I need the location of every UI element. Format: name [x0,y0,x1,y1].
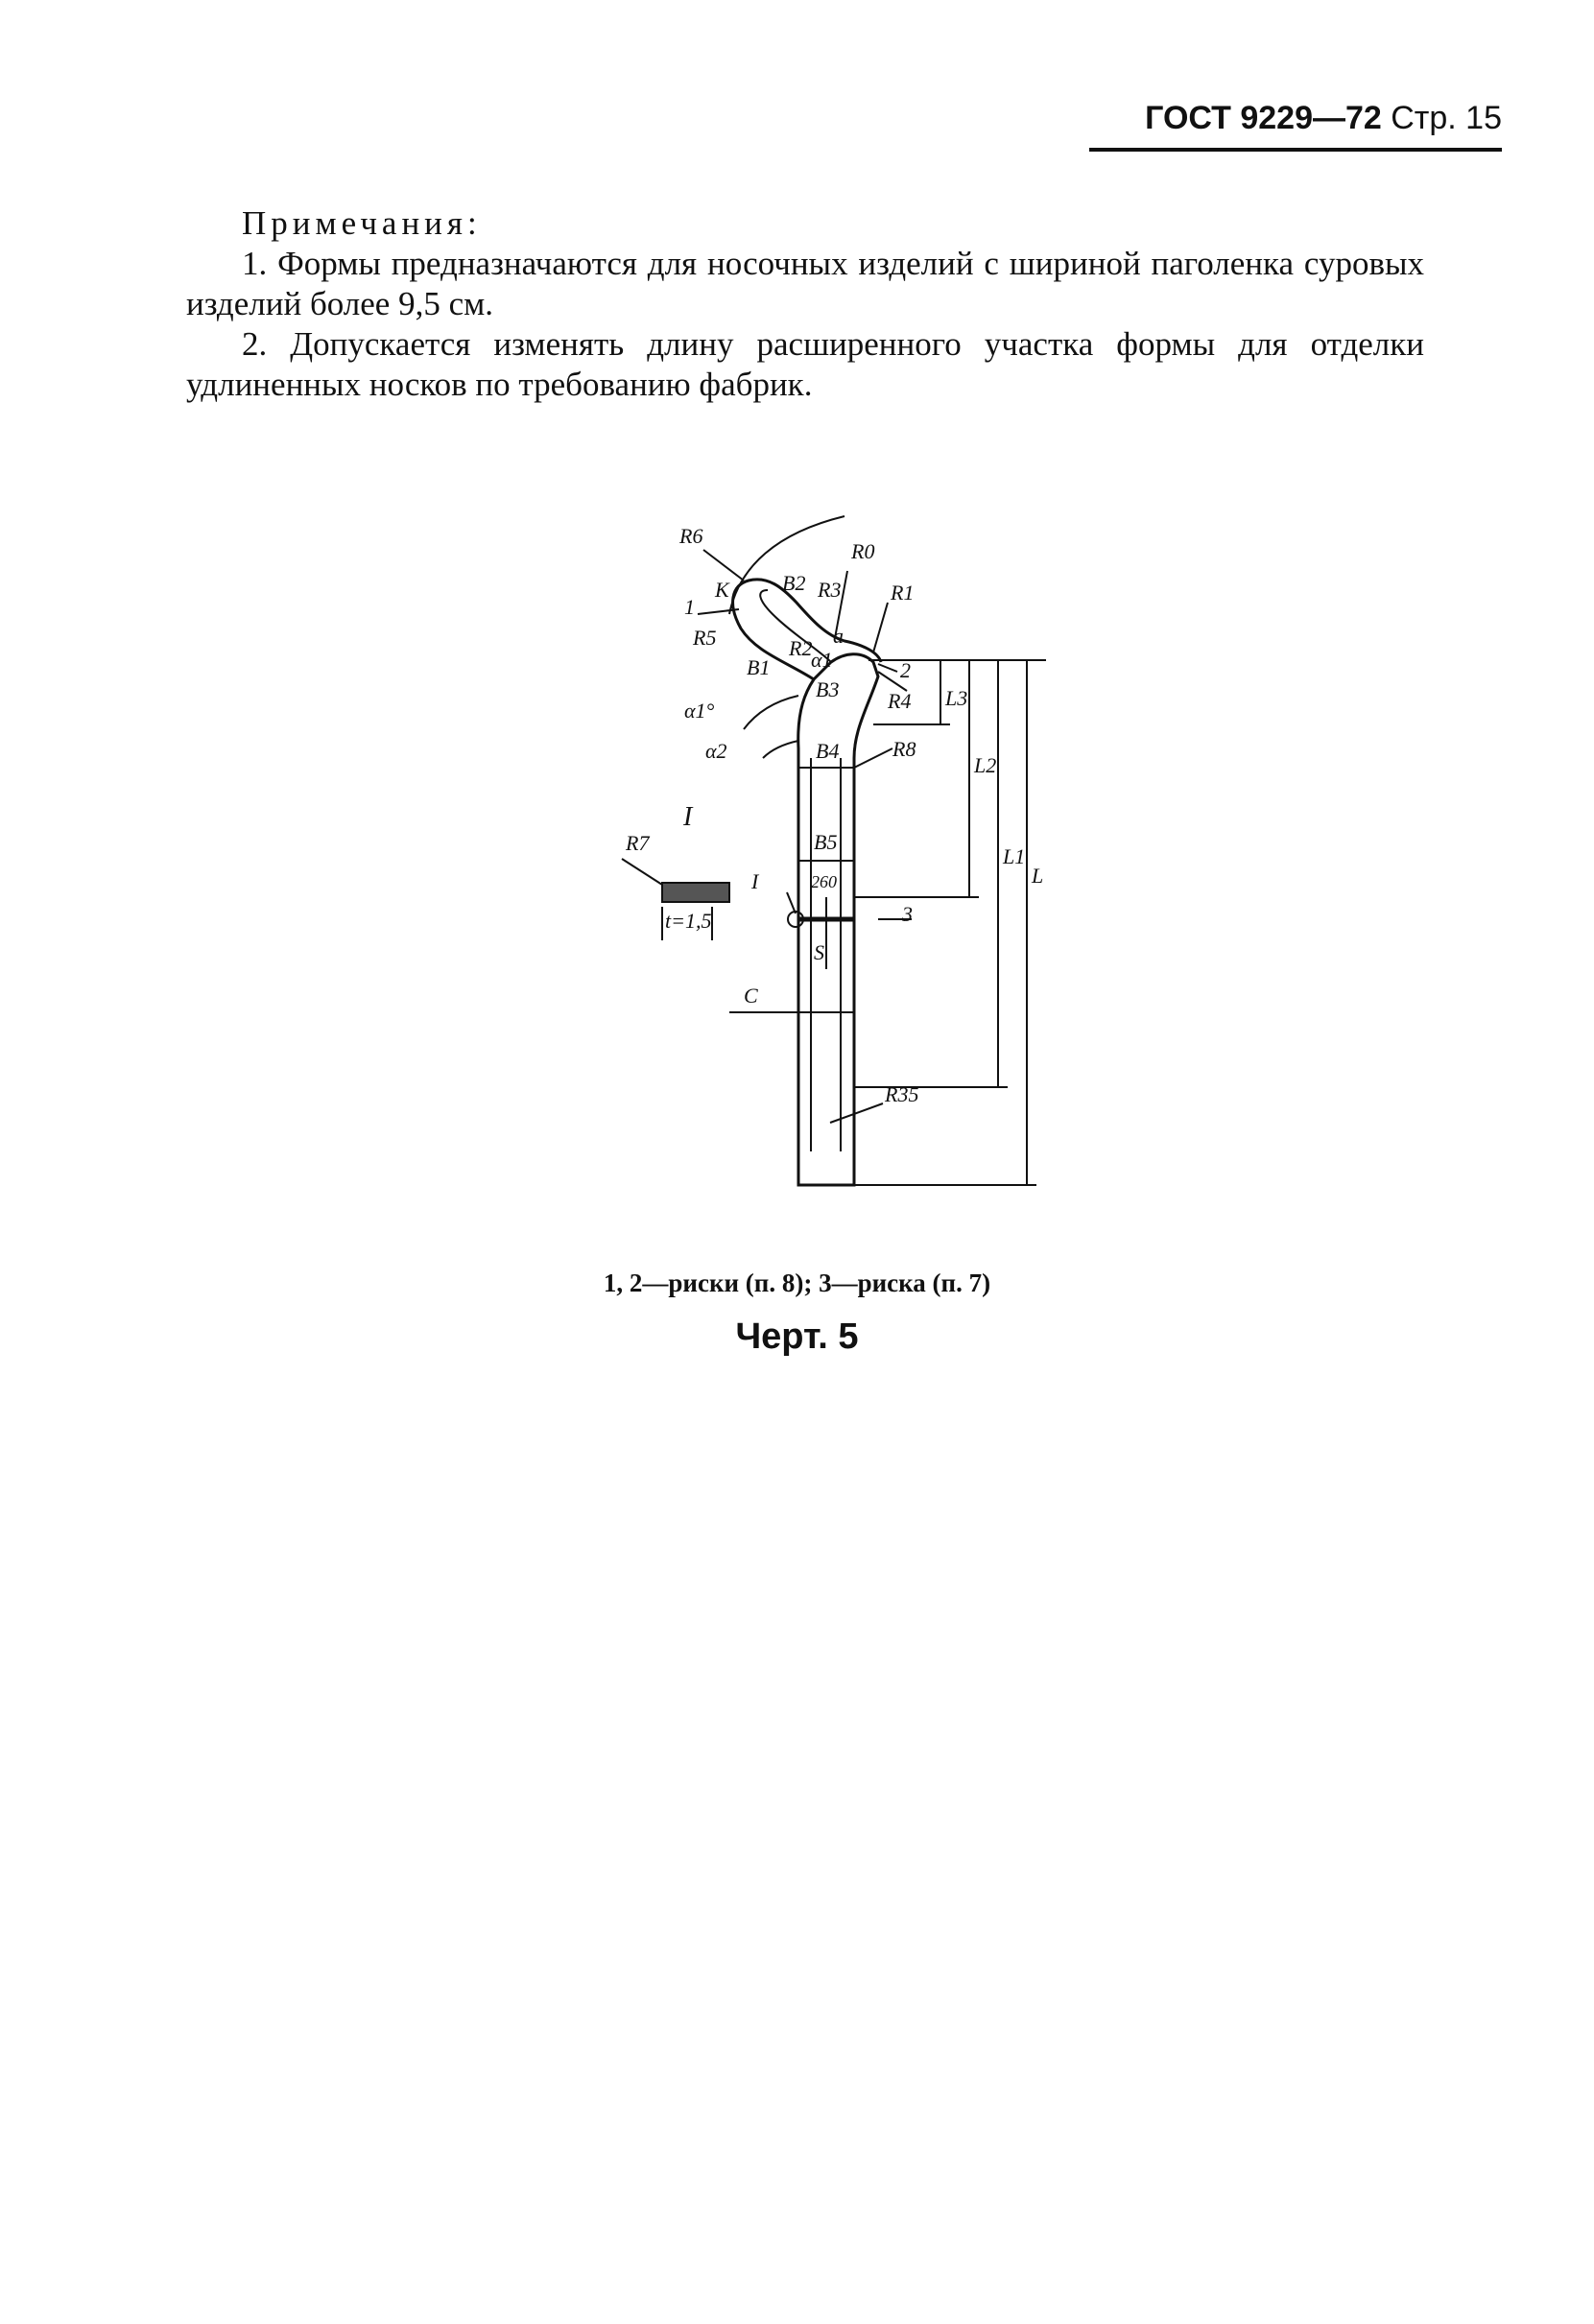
leader-detail [787,892,796,913]
figure-number: Черт. 5 [735,1316,859,1357]
label-b1: B1 [747,655,771,679]
label-l: L [1032,864,1044,888]
form-outline [729,516,881,1185]
label-3: 3 [902,902,913,926]
section-hatch [662,883,729,902]
label-r5: R5 [693,626,717,650]
label-b5: B5 [814,830,838,854]
page-number: Стр. 15 [1391,100,1502,136]
note-item-2: 2. Допускается изменять длину расширенного участка формы для отделки удлиненных носков по требованию фабрик. [186,325,1424,403]
label-alpha1: α1° [684,699,715,723]
label-k: K [715,578,729,602]
label-2: 2 [900,658,911,682]
leader-r8 [854,748,892,768]
label-c: C [744,984,758,1008]
label-r6: R6 [679,524,703,548]
alpha2-arc [763,741,798,758]
dimension-lines [698,550,1046,1185]
label-b4: B4 [816,739,840,763]
label-1: 1 [684,595,695,619]
figure-caption: 1, 2—риски (п. 8); 3—риска (п. 7) [603,1269,991,1297]
label-r7: R7 [626,831,650,855]
label-l2: L2 [974,753,997,777]
label-a: a [833,624,844,648]
leader-r7 [622,859,662,885]
label-b2: B2 [782,571,806,595]
label-r3: R3 [818,578,842,602]
label-s: S [814,940,824,964]
leader-r35 [830,1103,883,1123]
label-r1: R1 [891,581,915,605]
note-item-1: 1. Формы предназначаются для носочных изделий с шириной паголенка суровых изделий более 9,5 см. [186,245,1424,322]
label-detail-title: I [683,802,693,832]
label-260: 260 [811,872,837,891]
label-r2: R2 [789,636,813,660]
label-thickness: t=1,5 [665,909,712,933]
label-r35: R35 [885,1082,919,1106]
label-alpha-small: α1 [811,648,833,672]
label-r0: R0 [851,539,875,563]
label-r8: R8 [892,737,916,761]
drawing-labels [625,524,1043,1106]
leader-2 [878,664,897,672]
alpha1-arc [744,696,798,729]
label-l1: L1 [1003,844,1026,868]
standard-number: ГОСТ 9229—72 [1145,100,1382,136]
leader-r6 [703,550,744,581]
label-b3: B3 [816,677,840,701]
label-alpha2: α2 [705,739,727,763]
notes-title: Примечания: [242,204,482,242]
leader-r1 [873,603,888,652]
label-l3: L3 [945,686,968,710]
label-detail-mark: I [751,869,759,893]
label-r4: R4 [888,689,912,713]
